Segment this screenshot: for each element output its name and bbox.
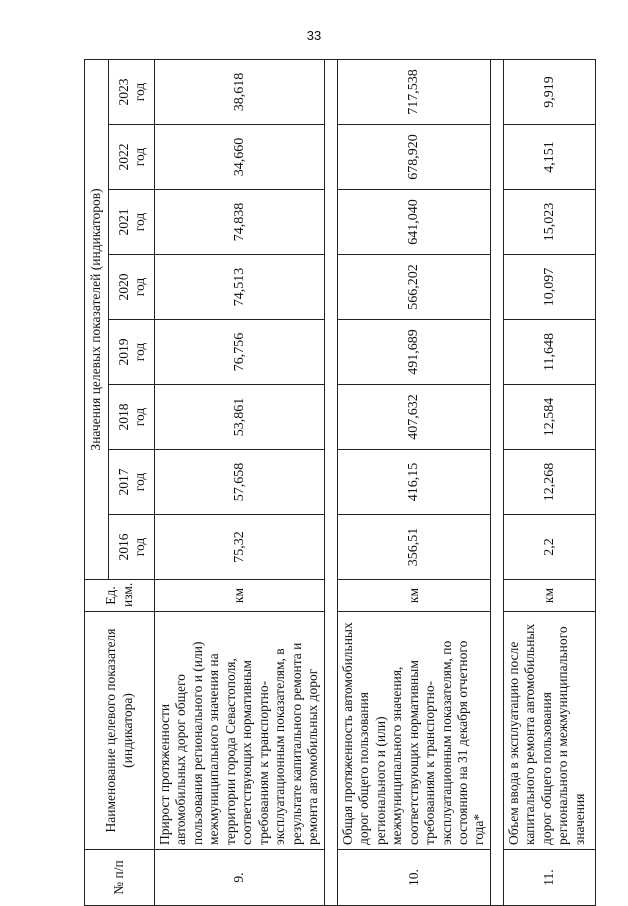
year-header: 2020 год <box>109 255 155 320</box>
year-header: 2022 год <box>109 125 155 190</box>
value-cell: 566,202 <box>337 255 490 320</box>
value-cell: 74,513 <box>155 255 325 320</box>
year-header: 2016 год <box>109 515 155 580</box>
header-values-title: Значения целевых показателей (индикаторов) <box>85 59 109 579</box>
value-cell: 38,618 <box>155 59 325 124</box>
value-cell: 2,2 <box>503 515 595 580</box>
value-cell: 53,861 <box>155 385 325 450</box>
page-number: 33 <box>306 28 322 43</box>
indicator-name: Общая протяженность автомобильных дорог общего пользования регионального и (или) межмуниципального значения, соответствующих нормативным требованиям к транспортно-эксплуатационным показателям, по состоянию на 31 декабря отчетного года* <box>337 612 490 850</box>
row-number: 10. <box>337 850 490 906</box>
value-cell: 34,660 <box>155 125 325 190</box>
year-header: 2021 год <box>109 190 155 255</box>
row-separator <box>324 59 337 905</box>
value-cell: 12,584 <box>503 385 595 450</box>
year-header: 2019 год <box>109 320 155 385</box>
value-cell: 407,632 <box>337 385 490 450</box>
value-cell: 74,838 <box>155 190 325 255</box>
row-number: 11. <box>503 850 595 906</box>
header-name: Наименование целевого показателя (индикатора) <box>85 612 155 850</box>
value-cell: 10,097 <box>503 255 595 320</box>
value-cell: 678,920 <box>337 125 490 190</box>
value-cell: 641,040 <box>337 190 490 255</box>
year-header: 2023 год <box>109 59 155 124</box>
rotated-table-container <box>84 60 587 906</box>
value-cell: 356,51 <box>337 515 490 580</box>
value-cell: 491,689 <box>337 320 490 385</box>
value-cell: 9,919 <box>503 59 595 124</box>
row-number: 9. <box>155 850 325 906</box>
table-row <box>155 59 325 905</box>
table-row <box>337 59 490 905</box>
table-row <box>503 59 595 905</box>
value-cell: 4,151 <box>503 125 595 190</box>
row-separator <box>490 59 503 905</box>
value-cell: 12,268 <box>503 450 595 515</box>
unit-cell: км <box>155 580 325 612</box>
year-header: 2018 год <box>109 385 155 450</box>
value-cell: 57,658 <box>155 450 325 515</box>
value-cell: 75,32 <box>155 515 325 580</box>
year-header: 2017 год <box>109 450 155 515</box>
indicator-name: Прирост протяженности автомобильных дорог общего пользования регионального и (или) межмуниципального значения на территории города Севастополя, соответствующих нормативным требованиям к транспортно-эксплуатационным показателям, в результате капитального ремонта и ремонта автомобильных дорог <box>155 612 325 850</box>
header-unit: Ед. изм. <box>85 580 155 612</box>
indicators-table <box>84 59 596 906</box>
value-cell: 76,756 <box>155 320 325 385</box>
unit-cell: км <box>503 580 595 612</box>
value-cell: 15,023 <box>503 190 595 255</box>
value-cell: 717,538 <box>337 59 490 124</box>
header-num: № п/п <box>85 850 155 906</box>
value-cell: 416,15 <box>337 450 490 515</box>
indicator-name: Объем ввода в эксплуатацию после капитального ремонта автомобильных дорог общего пользования регионального и межмуниципального значения <box>503 612 595 850</box>
value-cell: 11,648 <box>503 320 595 385</box>
unit-cell: км <box>337 580 490 612</box>
